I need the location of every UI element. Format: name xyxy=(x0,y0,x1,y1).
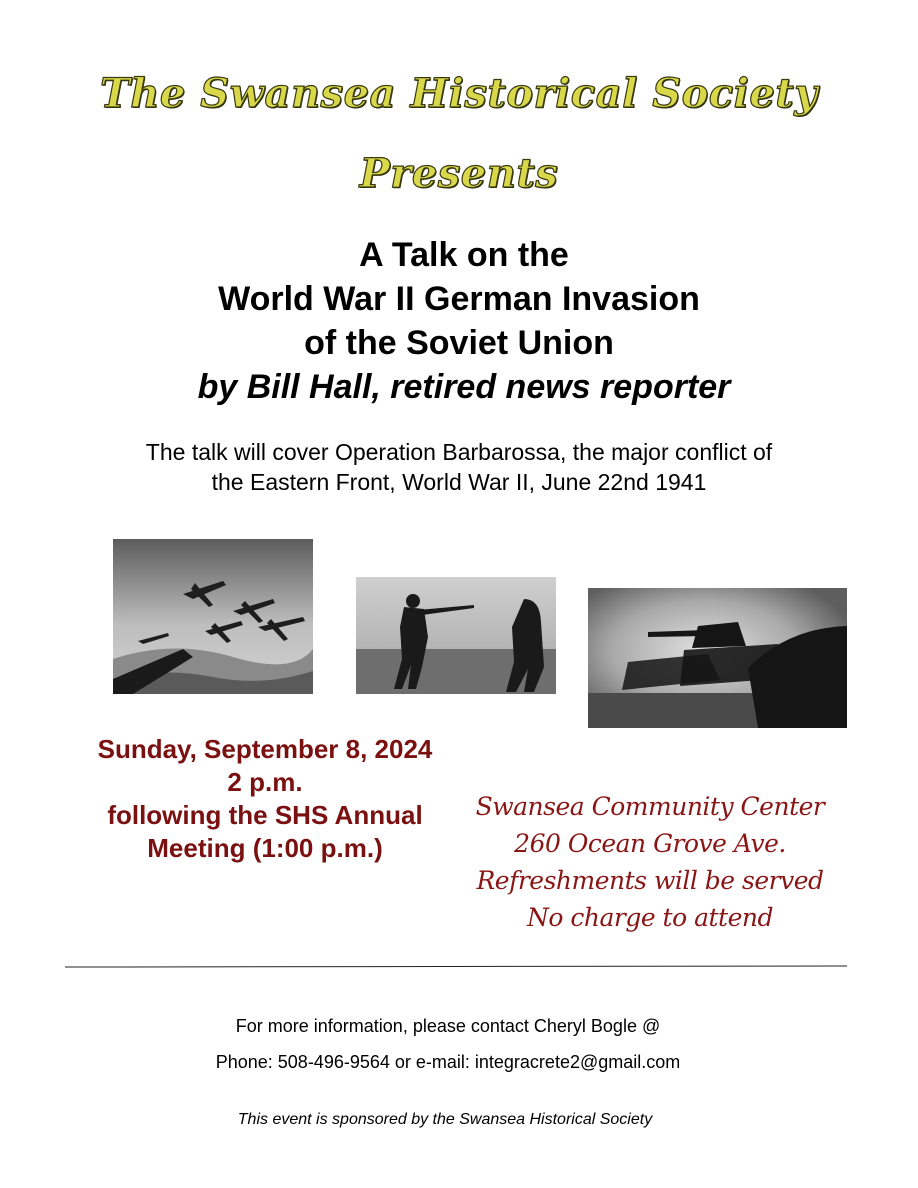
talk-title-line-2: World War II German Invasion xyxy=(218,280,700,318)
photo-soldier-firing xyxy=(356,577,556,694)
contact-line-2: Phone: 508-496-9564 or e-mail: integracrete2@gmail.com xyxy=(215,1052,681,1072)
talk-title-line-3: of the Soviet Union xyxy=(304,324,614,362)
event-details xyxy=(60,733,470,865)
event-meeting: Meeting (1:00 p.m.) xyxy=(147,833,383,863)
photo-aircraft-formation xyxy=(113,539,313,694)
event-date: Sunday, September 8, 2024 xyxy=(97,734,433,764)
speaker-byline: by Bill Hall, retired news reporter xyxy=(197,368,731,406)
presents-heading: Presents xyxy=(359,150,559,197)
venue-charge: No charge to attend xyxy=(526,903,774,932)
talk-description xyxy=(0,437,918,497)
venue-details xyxy=(470,788,830,936)
aircraft-illustration xyxy=(113,539,313,694)
venue-name: Swansea Community Center xyxy=(475,792,825,821)
tank-illustration xyxy=(588,588,847,728)
venue-address: 260 Ocean Grove Ave. xyxy=(514,829,786,858)
event-time: 2 p.m. xyxy=(227,767,303,797)
contact-line-1: For more information, please contact Cheryl Bogle @ xyxy=(235,1016,661,1036)
talk-title-line-1: A Talk on the xyxy=(359,236,569,274)
venue-refreshments: Refreshments will be served xyxy=(476,866,824,895)
description-line-2: the Eastern Front, World War II, June 22nd 1941 xyxy=(211,469,707,495)
soldier-illustration xyxy=(356,577,556,694)
sponsor-note: This event is sponsored by the Swansea Historical Society xyxy=(237,1111,653,1128)
divider-line xyxy=(65,965,847,967)
photo-tank-battle xyxy=(588,588,847,728)
description-line-1: The talk will cover Operation Barbarossa, the major conflict of xyxy=(145,439,773,465)
event-following: following the SHS Annual xyxy=(107,800,423,830)
society-heading: The Swansea Historical Society xyxy=(100,70,818,117)
